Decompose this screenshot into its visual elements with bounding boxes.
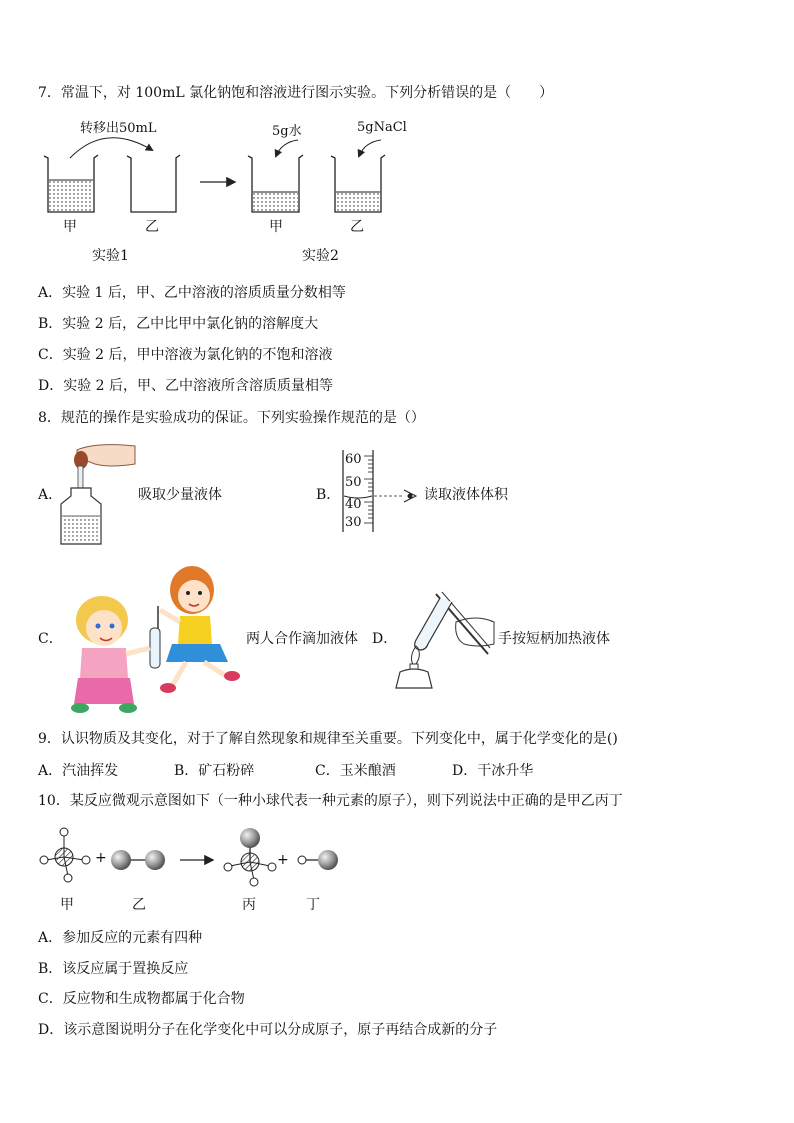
q7-label-yi-2: 乙	[350, 219, 364, 235]
molecule-ding	[298, 850, 338, 870]
q8-d-text: 手按短柄加热液体	[498, 631, 610, 647]
q7-option-b: B．实验 2 后，乙中比甲中氯化钠的溶解度大	[38, 316, 319, 332]
q7-stem: 7．常温下，对 100mL 氯化钠饱和溶液进行图示实验。下列分析错误的是（ ）	[38, 85, 554, 101]
q8-a-text: 吸取少量液体	[138, 487, 222, 503]
transfer-arrow	[70, 138, 152, 158]
molecule-reaction-diagram	[0, 820, 794, 900]
q8-c-letter: C．	[38, 631, 63, 647]
q7-label-jia-2: 甲	[269, 219, 283, 235]
q7-exp2-label: 实验2	[302, 248, 339, 264]
q8-a-letter: A．	[38, 487, 63, 503]
plus-sign-1: +	[95, 850, 107, 866]
molecule-jia	[40, 828, 90, 882]
q7-label-jia-1: 甲	[63, 219, 77, 235]
q10-option-b: B．该反应属于置换反应	[38, 961, 189, 977]
q7-nacl-label: 5gNaCl	[357, 120, 407, 135]
q10-option-c: C．反应物和生成物都属于化合物	[38, 991, 245, 1007]
q8-d-letter: D．	[372, 631, 398, 647]
q7-option-d: D．实验 2 后，甲、乙中溶液所含溶质质量相等	[38, 378, 334, 394]
q7-transfer-label: 转移出50mL	[80, 121, 157, 136]
beaker-jia-1	[44, 155, 98, 212]
q9-option-b: B．矿石粉碎	[174, 763, 255, 779]
water-arrow	[276, 140, 298, 156]
q7-option-a: A．实验 1 后，甲、乙中溶液的溶质质量分数相等	[38, 285, 346, 301]
q7-option-c: C．实验 2 后，甲中溶液为氯化钠的不饱和溶液	[38, 347, 333, 363]
q10-label-bing: 丙	[242, 897, 256, 913]
q7-label-yi-1: 乙	[145, 219, 159, 235]
test-tube-heating-illustration	[396, 588, 496, 694]
molecule-bing	[224, 828, 276, 886]
cylinder-tick-60: 60	[345, 452, 362, 467]
plus-sign-2: +	[277, 852, 289, 868]
q7-beaker-figure	[0, 0, 794, 260]
cylinder-tick-50: 50	[345, 475, 362, 490]
q8-b-letter: B．	[316, 487, 341, 503]
q10-option-d: D．该示意图说明分子在化学变化中可以分成原子，原子再结合成新的分子	[38, 1022, 498, 1038]
q10-option-a: A．参加反应的元素有四种	[38, 930, 203, 946]
q9-option-c: C．玉米酿酒	[315, 763, 396, 779]
beaker-jia-2	[248, 155, 303, 212]
q7-exp1-label: 实验1	[92, 248, 129, 264]
dropper-bottle-illustration	[55, 438, 140, 548]
nacl-arrow	[359, 140, 381, 156]
q9-option-d: D．干冰升华	[452, 763, 534, 779]
two-girls-illustration	[62, 558, 248, 714]
q8-b-text: 读取液体体积	[424, 487, 508, 503]
beaker-yi-1	[127, 155, 180, 212]
q10-label-ding: 丁	[306, 897, 320, 913]
molecule-yi	[111, 850, 165, 870]
q8-c-text: 两人合作滴加液体	[246, 631, 358, 647]
q7-water-label: 5g水	[272, 124, 302, 139]
cylinder-tick-40: 40	[345, 497, 362, 512]
q9-stem: 9．认识物质及其变化，对于了解自然现象和规律至关重要。下列变化中，属于化学变化的是()	[38, 731, 618, 747]
cylinder-tick-30: 30	[345, 515, 362, 530]
q8-stem: 8．规范的操作是实验成功的保证。下列实验操作规范的是（）	[38, 410, 425, 426]
q9-option-a: A．汽油挥发	[38, 763, 119, 779]
q10-label-jia: 甲	[60, 897, 74, 913]
beaker-yi-2	[331, 155, 385, 212]
q10-stem: 10．某反应微观示意图如下（一种小球代表一种元素的原子），则下列说法中正确的是甲乙丙丁	[38, 793, 623, 809]
q10-label-yi: 乙	[132, 897, 146, 913]
